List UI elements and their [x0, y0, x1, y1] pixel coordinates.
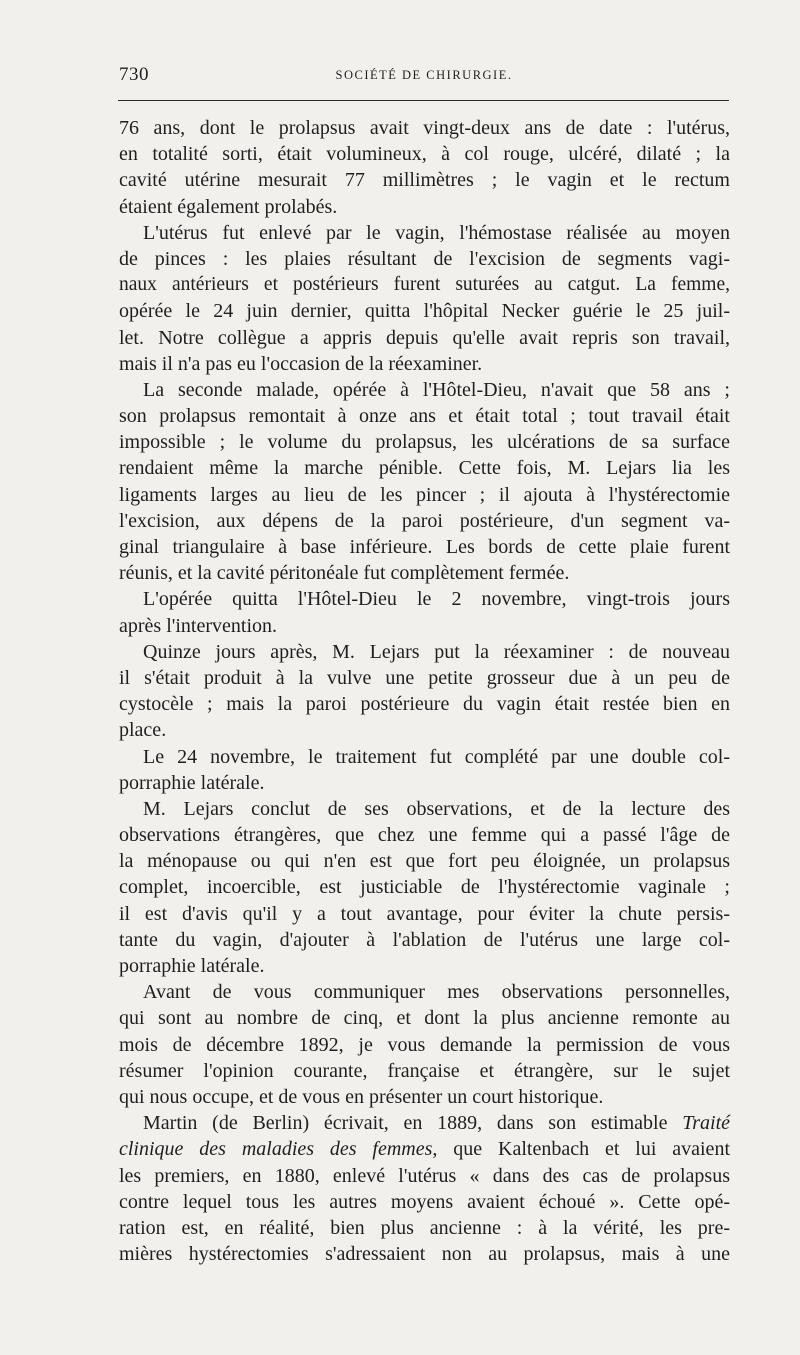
text-line: qui nous occupe, et de vous en présenter un court historique. — [119, 1085, 604, 1108]
text-line: les premiers, en 1880, enlevé l'utérus « dans des cas de prolapsus — [119, 1164, 730, 1187]
text-line — [119, 1136, 730, 1162]
text-line: opérée le 24 juin dernier, quitta l'hôpital Necker guérie le 25 juil- — [119, 300, 730, 323]
text-line: de pinces : les plaies résultant de l'excision de segments vagi- — [119, 247, 730, 270]
body-text — [119, 115, 730, 1267]
running-head: SOCIÉTÉ DE CHIRURGIE. — [335, 68, 513, 82]
book-title: Traité — [682, 1112, 730, 1135]
text-line: impossible ; le volume du prolapsus, les ulcérations de sa surface — [119, 431, 730, 454]
text-line: étaient également prolabés. — [119, 195, 338, 218]
text-line: Quinze jours après, M. Lejars put la réexaminer : de nouveau — [143, 640, 730, 663]
text-line: La seconde malade, opérée à l'Hôtel-Dieu, n'avait que 58 ans ; — [143, 378, 730, 401]
text-line: cavité utérine mesurait 77 millimètres ; le vagin et le rectum — [119, 169, 730, 192]
text-line: mois de décembre 1892, je vous demande la permission de vous — [119, 1033, 730, 1056]
text-line: il s'était produit à la vulve une petite grosseur due à un peu de — [119, 666, 730, 689]
text-line: en totalité sorti, était volumineux, à col rouge, ulcéré, dilaté ; la — [119, 143, 730, 166]
text-line: ginal triangulaire à base inférieure. Les bords de cette plaie furent — [119, 536, 730, 558]
text-line: Le 24 novembre, le traitement fut complété par une double col- — [143, 745, 730, 768]
text-line: 76 ans, dont le prolapsus avait vingt-deux ans de date : l'utérus, — [119, 117, 730, 139]
text-line: cystocèle ; mais la paroi postérieure du vagin était restée bien en — [119, 693, 730, 716]
text-line: son prolapsus remontait à onze ans et était total ; tout travail était — [119, 405, 730, 428]
text-line: la ménopause ou qui n'en est que fort peu éloignée, un prolapsus — [119, 850, 730, 873]
text-line: L'opérée quitta l'Hôtel-Dieu le 2 novembre, vingt-trois jours — [143, 588, 730, 611]
text-line: Avant de vous communiquer mes observations personnelles, — [143, 981, 730, 1004]
text-line: tante du vagin, d'ajouter à l'ablation de l'utérus une large col- — [119, 928, 730, 951]
line-roman: Martin (de Berlin) écrivait, en 1889, dans son estimable — [143, 1112, 683, 1135]
page-header — [119, 64, 729, 88]
text-line: après l'intervention. — [119, 614, 277, 637]
line-roman: , que Kaltenbach et lui avaient — [432, 1138, 730, 1161]
text-line: porraphie latérale. — [119, 955, 265, 977]
text-line: naux antérieurs et postérieurs furent suturées au catgut. La femme, — [119, 274, 730, 296]
text-line: L'utérus fut enlevé par le vagin, l'hémostase réalisée au moyen — [143, 221, 730, 244]
text-line: rendaient même la marche pénible. Cette fois, M. Lejars lia les — [119, 457, 730, 480]
text-line: place. — [119, 719, 167, 742]
text-line: M. Lejars conclut de ses observations, et de la lecture des — [143, 797, 730, 820]
text-line: porraphie latérale. — [119, 771, 265, 794]
text-line: ligaments larges au lieu de les pincer ; il ajouta à l'hystérectomie — [119, 483, 730, 506]
text-line: mais il n'a pas eu l'occasion de la réexaminer. — [119, 352, 483, 375]
header-rule — [118, 100, 729, 101]
text-line: l'excision, aux dépens de la paroi postérieure, d'un segment va- — [119, 509, 730, 532]
text-line: mières hystérectomies s'adressaient non au prolapsus, mais à une — [119, 1243, 730, 1266]
book-title: clinique des maladies des femmes — [119, 1138, 433, 1161]
page-number: 730 — [119, 64, 149, 85]
text-line: ration est, en réalité, bien plus ancienne : à la vérité, les pre- — [119, 1216, 730, 1239]
text-line: résumer l'opinion courante, française et étrangère, sur le sujet — [119, 1059, 730, 1082]
text-line: réunis, et la cavité péritonéale fut complètement fermée. — [119, 562, 570, 585]
text-line: let. Notre collègue a appris depuis qu'elle avait repris son travail, — [119, 326, 730, 349]
text-line: observations étrangères, que chez une femme qui a passé l'âge de — [119, 824, 730, 847]
text-line: qui sont au nombre de cinq, et dont la plus ancienne remonte au — [119, 1007, 730, 1030]
text-line: complet, incoercible, est justiciable de l'hystérectomie vaginale ; — [119, 876, 730, 899]
text-line: contre lequel tous les autres moyens avaient échoué ». Cette opé- — [119, 1190, 730, 1213]
text-line — [119, 1110, 730, 1136]
text-line: il est d'avis qu'il y a tout avantage, pour éviter la chute persis- — [119, 902, 730, 925]
